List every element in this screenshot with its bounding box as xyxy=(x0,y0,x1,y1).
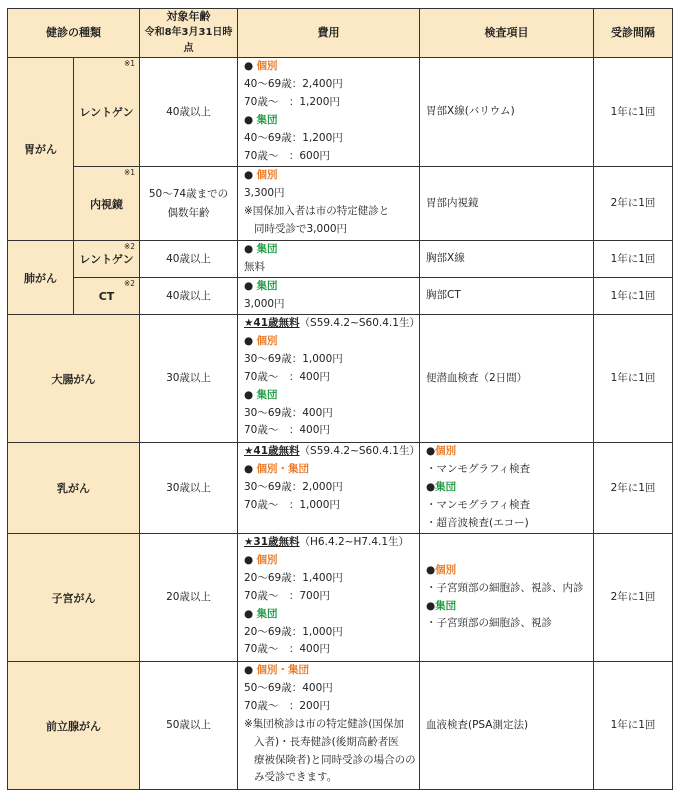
cost-line: 20～69歳：1,400円 xyxy=(244,571,343,584)
lung-ct-label xyxy=(74,278,140,315)
header-age-date: 令和8年3月31日時点 xyxy=(144,27,233,54)
cost-line: 40～69歳：1,200円 xyxy=(244,131,343,144)
cost-line: 20～69歳：1,000円 xyxy=(244,625,343,638)
individual-label: 個別 xyxy=(435,563,457,576)
table-row xyxy=(8,534,673,662)
header-row xyxy=(8,9,673,58)
stomach-xray-label xyxy=(74,58,140,167)
cost-cell: ● 集団 3,000円 xyxy=(238,278,420,315)
exam-cell: 便潜血検査（2日間） xyxy=(420,315,594,443)
group-label: 集団 xyxy=(435,599,457,612)
colon-cancer-label: 大腸がん xyxy=(8,315,140,443)
cost-line: 30～69歳：1,000円 xyxy=(244,352,343,365)
table-row xyxy=(8,443,673,534)
exam-line: ・子宮頸部の細胞診、視診 xyxy=(426,617,552,630)
cost-line: 同時受診で3,000円 xyxy=(254,222,348,235)
cost-line: 70歳～ ：700円 xyxy=(244,589,330,602)
exam-line: ・子宮頸部の細胞診、視診、内診 xyxy=(426,581,584,594)
cost-line: 70歳～ ：200円 xyxy=(244,699,330,712)
cost-line: 70歳～ ：600円 xyxy=(244,149,330,162)
exam-cell: 血液検査(PSA測定法) xyxy=(420,662,594,790)
sub-type-name: レントゲン xyxy=(79,253,134,266)
free-age-label: ★41歳無料 xyxy=(244,317,300,329)
prostate-cancer-label: 前立腺がん xyxy=(8,662,140,790)
cost-line: 70歳～ ：400円 xyxy=(244,370,330,383)
cost-line: 30～69歳：2,000円 xyxy=(244,480,343,493)
interval-cell: 2年に1回 xyxy=(594,534,673,662)
cost-line: 無料 xyxy=(244,260,265,273)
sub-type-name: 内視鏡 xyxy=(90,197,123,211)
free-birth-range: （S59.4.2~S60.4.1生） xyxy=(299,445,420,457)
free-birth-range: （S59.4.2~S60.4.1生） xyxy=(299,317,420,329)
individual-label: 個別 xyxy=(435,445,457,457)
age-cell: 30歳以上 xyxy=(140,443,238,534)
age-line: 偶数年齢 xyxy=(167,206,210,219)
cost-note-line: 療被保険者)と同時受診の場合のの xyxy=(254,753,416,766)
individual-label: 個別 xyxy=(256,60,278,72)
cost-line: 70歳～ ：1,000円 xyxy=(244,498,340,511)
interval-cell: 2年に1回 xyxy=(594,443,673,534)
individual-label: 個別 xyxy=(256,169,278,181)
header-age-title: 対象年齢 xyxy=(166,10,211,23)
age-cell: 50歳以上 xyxy=(140,662,238,790)
note-marker: ※2 xyxy=(123,279,135,288)
interval-cell: 1年に1回 xyxy=(594,241,673,278)
exam-cell: 胃部内視鏡 xyxy=(420,167,594,241)
individual-group-label: 個別・集団 xyxy=(256,462,310,475)
table-row xyxy=(8,58,673,167)
individual-label: 個別 xyxy=(256,553,278,566)
breast-cancer-label: 乳がん xyxy=(8,443,140,534)
cost-cell: ★41歳無料（S59.4.2~S60.4.1生） ● 個別 30～69歳：1,000円 70歳～ ：400円 ● 集団 30～69歳：400円 70歳～ ：400円 xyxy=(238,315,420,443)
age-cell: 40歳以上 xyxy=(140,241,238,278)
age-cell: 20歳以上 xyxy=(140,534,238,662)
sub-type-name: CT xyxy=(98,289,115,303)
exam-cell: 胸部X線 xyxy=(420,241,594,278)
age-cell: 40歳以上 xyxy=(140,278,238,315)
age-cell: 40歳以上 xyxy=(140,58,238,167)
exam-line: ・マンモグラフィ検査 xyxy=(426,498,531,511)
cost-note-line: 入者)・長寿健診(後期高齢者医 xyxy=(254,735,399,748)
cancer-screening-table xyxy=(7,8,673,790)
exam-line: ・超音波検査(エコー) xyxy=(426,516,529,529)
cost-cell: ● 集団 無料 xyxy=(238,241,420,278)
header-interval: 受診間隔 xyxy=(594,9,673,58)
cost-line: 40～69歳：2,400円 xyxy=(244,77,343,90)
cost-cell: ★41歳無料（S59.4.2~S60.4.1生） ● 個別・集団 30～69歳：2,000円 70歳～ ：1,000円 xyxy=(238,443,420,534)
table-row xyxy=(8,241,673,278)
cost-line: 50～69歳：400円 xyxy=(244,681,333,694)
cost-line: 70歳～ ：400円 xyxy=(244,643,330,656)
age-cell xyxy=(140,167,238,241)
header-age xyxy=(140,9,238,58)
stomach-endoscope-label xyxy=(74,167,140,241)
exam-line: ・マンモグラフィ検査 xyxy=(426,462,531,475)
cost-line: 3,300円 xyxy=(244,186,285,199)
cost-line: ※国保加入者は市の特定健診と xyxy=(244,204,390,217)
exam-cell: 胃部X線(バリウム) xyxy=(420,58,594,167)
group-label: 集団 xyxy=(435,480,457,493)
group-label: 集団 xyxy=(256,607,278,620)
cost-cell: ● 個別 40～69歳：2,400円 70歳～ ：1,200円 ● 集団 40～69歳：1,200円 70歳～ ：600円 xyxy=(238,58,420,167)
free-age-label: ★41歳無料 xyxy=(244,445,300,457)
free-age-label: ★31歳無料 xyxy=(244,536,300,548)
cost-cell: ● 個別 3,300円 ※国保加入者は市の特定健診と 同時受診で3,000円 xyxy=(238,167,420,241)
note-marker: ※1 xyxy=(123,59,135,68)
group-label: 集団 xyxy=(256,388,278,401)
group-label: 集団 xyxy=(256,113,278,126)
age-line: 50～74歳までの xyxy=(148,187,229,200)
exam-cell: ●個別 ・マンモグラフィ検査 ●集団 ・マンモグラフィ検査 ・超音波検査(エコー) xyxy=(420,443,594,534)
table-row xyxy=(8,315,673,443)
interval-cell: 2年に1回 xyxy=(594,167,673,241)
age-cell: 30歳以上 xyxy=(140,315,238,443)
table-row xyxy=(8,278,673,315)
table-row xyxy=(8,167,673,241)
header-cost: 費用 xyxy=(238,9,420,58)
interval-cell: 1年に1回 xyxy=(594,315,673,443)
cost-line: 3,000円 xyxy=(244,297,285,310)
interval-cell: 1年に1回 xyxy=(594,58,673,167)
lung-cancer-label: 肺がん xyxy=(8,241,74,315)
interval-cell: 1年に1回 xyxy=(594,278,673,315)
individual-label: 個別 xyxy=(256,334,278,347)
interval-cell: 1年に1回 xyxy=(594,662,673,790)
cost-line: 30～69歳：400円 xyxy=(244,406,333,419)
stomach-cancer-label: 胃がん xyxy=(8,58,74,241)
individual-group-label: 個別・集団 xyxy=(256,664,310,676)
exam-cell: ●個別 ・子宮頸部の細胞診、視診、内診 ●集団 ・子宮頸部の細胞診、視診 xyxy=(420,534,594,662)
lung-xray-label xyxy=(74,241,140,278)
note-marker: ※2 xyxy=(123,242,135,251)
header-exam: 検査項目 xyxy=(420,9,594,58)
sub-type-name: レントゲン xyxy=(79,106,134,119)
table-row xyxy=(8,662,673,790)
cost-note-line: み受診できます。 xyxy=(254,771,338,784)
uterine-cancer-label: 子宮がん xyxy=(8,534,140,662)
exam-cell: 胸部CT xyxy=(420,278,594,315)
cost-line: 70歳～ ：1,200円 xyxy=(244,95,340,108)
note-marker: ※1 xyxy=(123,168,135,177)
group-label: 集団 xyxy=(256,243,278,255)
free-birth-range: （H6.4.2~H7.4.1生） xyxy=(299,536,410,548)
cost-cell: ● 個別・集団 50～69歳：400円 70歳～ ：200円 ※集団検診は市の特定健診(国保加 入者)・長寿健診(後期高齢者医 療被保険者)と同時受診の場合のの み受診できます。 xyxy=(238,662,420,790)
cost-note-line: ※集団検診は市の特定健診(国保加 xyxy=(244,717,404,730)
cost-cell: ★31歳無料（H6.4.2~H7.4.1生） ● 個別 20～69歳：1,400円 70歳～ ：700円 ● 集団 20～69歳：1,000円 70歳～ ：400円 xyxy=(238,534,420,662)
cost-line: 70歳～ ：400円 xyxy=(244,424,330,437)
header-type: 健診の種類 xyxy=(8,9,140,58)
group-label: 集団 xyxy=(256,280,278,292)
